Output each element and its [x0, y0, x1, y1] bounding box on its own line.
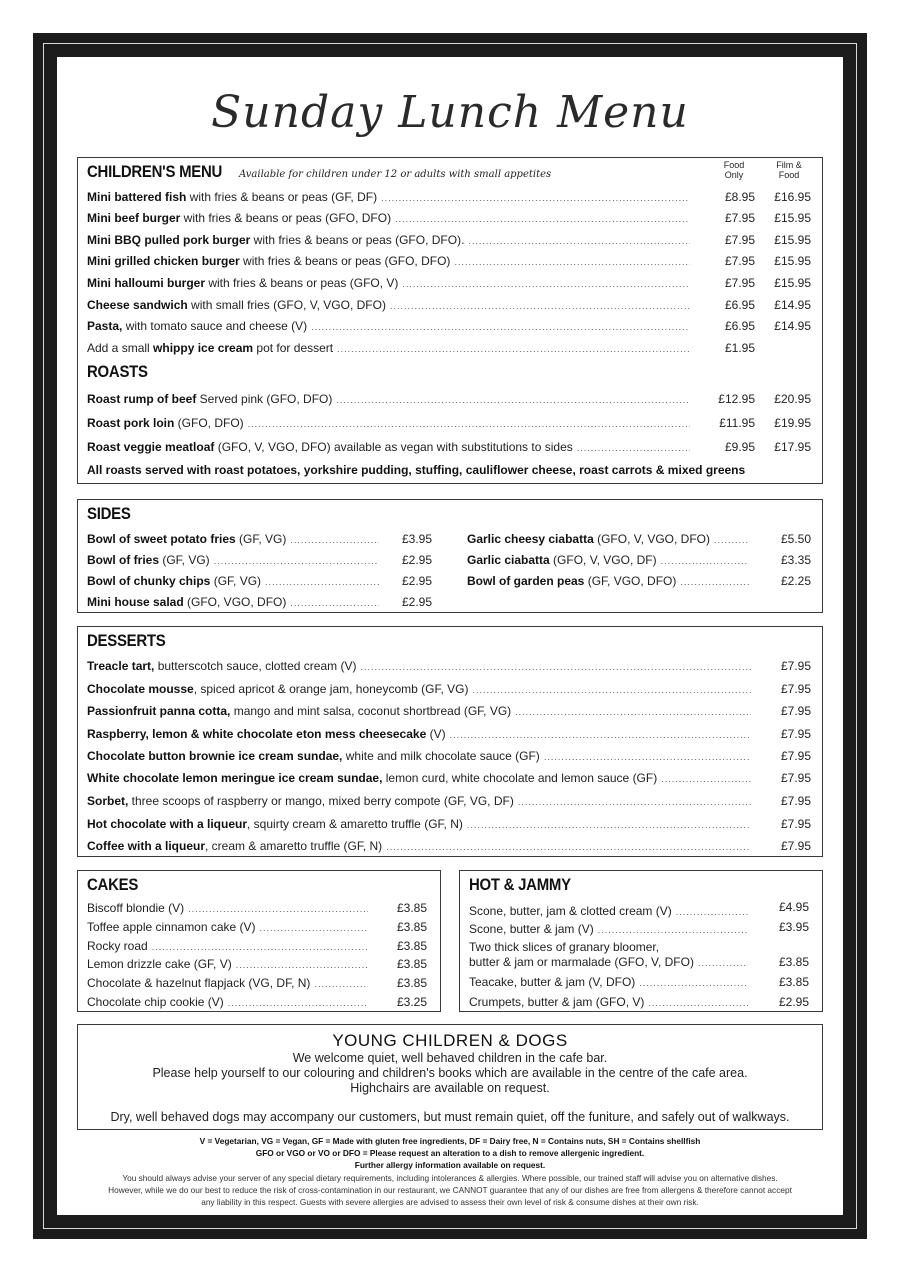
- roasts-header: [87, 362, 156, 382]
- item-price: £7.95: [780, 659, 811, 673]
- item-desc: with fries & beans or peas (GFO, DFO): [239, 254, 451, 268]
- price-food-only: £12.95: [718, 392, 755, 406]
- item-desc: mango and mint salsa, coconut shortbread (GF, VG): [230, 704, 512, 718]
- dessert-item: [87, 794, 755, 808]
- leader-dots: [661, 557, 749, 566]
- item-name: Mini beef burger: [87, 211, 181, 225]
- item-desc: (GFO, V, VGO, DFO) available as vegan with substitutions to sides: [214, 440, 573, 454]
- menu-item: [87, 416, 694, 430]
- item-desc: three scoops of raspberry or mango, mixed berry compote (GF, VG, DF): [128, 794, 514, 808]
- leader-dots: [265, 578, 379, 587]
- price-film-food: £19.95: [774, 416, 811, 430]
- leader-dots: [395, 215, 690, 224]
- price-film-food: £16.95: [774, 190, 811, 204]
- item-name: Coffee with a liqueur: [87, 839, 206, 853]
- item-price: £3.85: [396, 957, 427, 971]
- item-name: Toffee apple cinnamon cake (V): [87, 920, 256, 934]
- item-desc: (GFO, DFO): [174, 416, 244, 430]
- item-name: Scone, butter & jam (V): [469, 922, 594, 936]
- disclaimer-line: any liability in this respect. Guests with severe allergies are advised to assess their own level of risk & consume dishes at their own risk.: [201, 1197, 699, 1208]
- legend-line: Further allergy information available on request.: [354, 1160, 546, 1171]
- leader-dots: [648, 999, 748, 1008]
- item-desc: with small fries (GFO, V, VGO, DFO): [187, 298, 386, 312]
- item-price: £2.95: [401, 595, 432, 609]
- item-desc: , squirty cream & amaretto truffle (GF, N): [247, 817, 463, 831]
- menu-item: [87, 440, 694, 454]
- item-name: Bowl of sweet potato fries: [87, 532, 236, 546]
- leader-dots: [661, 775, 751, 784]
- item-name: whippy ice cream: [153, 341, 254, 355]
- leader-dots: [236, 961, 368, 970]
- item-name: Crumpets, butter & jam (GFO, V): [469, 995, 645, 1009]
- page-title: Sunday Lunch Menu: [211, 87, 689, 138]
- side-item: [87, 532, 383, 546]
- price-film-food: £17.95: [774, 440, 811, 454]
- item-name: Chocolate & hazelnut flapjack (VG, DF, N): [87, 976, 311, 990]
- hot-jammy-item: [469, 922, 752, 936]
- hot-jammy-item-line1: Two thick slices of granary bloomer,: [469, 940, 660, 954]
- item-price: £3.35: [780, 553, 811, 567]
- section-heading-sides: SIDES: [87, 504, 131, 523]
- item-desc: with fries & beans or peas (GFO, DFO).: [250, 233, 465, 247]
- item-price: £4.95: [778, 900, 809, 914]
- leader-dots: [337, 345, 690, 354]
- item-desc: with tomato sauce and cheese (V): [122, 319, 308, 333]
- hot-jammy-item: [469, 904, 752, 918]
- leader-dots: [698, 959, 748, 968]
- leader-dots: [228, 999, 368, 1008]
- leader-dots: [188, 905, 368, 914]
- item-desc: with fries & beans or peas (GF, DF): [186, 190, 378, 204]
- col-head-film-food-l2: Food: [778, 170, 800, 180]
- price-food-only: £11.95: [719, 416, 755, 430]
- item-name: Bowl of garden peas: [467, 574, 585, 588]
- leader-dots: [290, 536, 379, 545]
- col-head-film-food: [764, 160, 814, 180]
- item-price: £3.85: [396, 976, 427, 990]
- children-dogs-info: [77, 1024, 823, 1130]
- price-food-only: £7.95: [724, 211, 755, 225]
- item-desc: pot for dessert: [253, 341, 334, 355]
- price-film-food: £14.95: [774, 298, 811, 312]
- side-item: [87, 553, 383, 567]
- item-price: £3.25: [396, 995, 427, 1009]
- price-film-food: £15.95: [774, 276, 811, 290]
- item-name: Biscoff blondie (V): [87, 901, 185, 915]
- menu-item: [87, 392, 694, 406]
- price-film-food: £15.95: [774, 254, 811, 268]
- dessert-item: [87, 704, 755, 718]
- disclaimer-line: However, while we do our best to reduce the risk of cross-contamination in our restaurant, we CANNOT guarantee that any of our dishes are free from allergens & therefore cannot accept: [108, 1184, 792, 1195]
- info-line: Highchairs are available on request.: [350, 1081, 550, 1095]
- leader-dots: [386, 843, 751, 852]
- item-name: Bowl of chunky chips: [87, 574, 211, 588]
- item-desc: (GFO, VGO, DFO): [183, 595, 287, 609]
- item-desc: white and milk chocolate sauce (GF): [342, 749, 540, 763]
- item-name: Raspberry, lemon & white chocolate eton mess cheesecake: [87, 727, 427, 741]
- leader-dots: [402, 280, 690, 289]
- item-price: £3.95: [401, 532, 432, 546]
- item-desc: (GF, VGO, DFO): [584, 574, 677, 588]
- item-price: £7.95: [780, 704, 811, 718]
- section-heading-hot-jammy: HOT & JAMMY: [469, 875, 571, 894]
- price-food-only: £9.95: [724, 440, 755, 454]
- cake-item: [87, 995, 372, 1009]
- leader-dots: [450, 731, 751, 740]
- item-name: Roast pork loin: [87, 416, 175, 430]
- menu-item: [87, 211, 694, 225]
- item-price: £3.85: [778, 975, 809, 989]
- leader-dots: [676, 908, 748, 917]
- item-price: £7.95: [780, 727, 811, 741]
- item-name: Hot chocolate with a liqueur: [87, 817, 248, 831]
- leader-dots: [680, 578, 749, 587]
- price-film-food: £15.95: [774, 233, 811, 247]
- menu-page: [57, 57, 843, 1215]
- item-desc: Served pink (GFO, DFO): [196, 392, 333, 406]
- dessert-item: [87, 682, 755, 696]
- item-price: £2.95: [401, 574, 432, 588]
- item-name: Chocolate button brownie ice cream sundae,: [87, 749, 343, 763]
- price-food-only: £6.95: [724, 298, 755, 312]
- hot-jammy-header: [469, 875, 585, 895]
- menu-item: [87, 276, 694, 290]
- dessert-item: [87, 839, 755, 853]
- side-item: [87, 595, 383, 609]
- cakes-section: [77, 870, 441, 1012]
- item-name: Rocky road: [87, 939, 148, 953]
- item-name: Chocolate mousse: [87, 682, 194, 696]
- leader-dots: [598, 926, 748, 935]
- leader-dots: [714, 536, 749, 545]
- menu-item: [87, 319, 694, 333]
- item-name: Lemon drizzle cake (GF, V): [87, 957, 232, 971]
- leader-dots: [473, 686, 752, 695]
- dessert-item: [87, 771, 755, 785]
- leader-dots: [260, 924, 368, 933]
- disclaimer-line: You should always advise your server of any special dietary requirements, including intolerances & allergies. Where possible, our trained staff will advise you on alternative dishes.: [122, 1172, 778, 1183]
- item-desc: (GF, VG): [235, 532, 287, 546]
- col-head-food-only: [709, 160, 759, 180]
- section-heading-cakes: CAKES: [87, 875, 139, 894]
- price-film-food: £15.95: [774, 211, 811, 225]
- leader-dots: [639, 979, 748, 988]
- cake-item: [87, 939, 372, 953]
- sides-section: [77, 499, 823, 613]
- leader-dots: [336, 396, 690, 405]
- leader-dots: [311, 323, 690, 332]
- item-name: Passionfruit panna cotta,: [87, 704, 231, 718]
- item-price: £2.95: [778, 995, 809, 1009]
- item-desc: , cream & amaretto truffle (GF, N): [205, 839, 383, 853]
- item-desc: (GF, VG): [159, 553, 210, 567]
- item-price: £7.95: [780, 771, 811, 785]
- item-price: £3.95: [778, 920, 809, 934]
- leader-dots: [467, 821, 751, 830]
- side-item: [467, 553, 753, 567]
- price-film-food: £14.95: [774, 319, 811, 333]
- item-name: Mini grilled chicken burger: [87, 254, 240, 268]
- item-name: Cheese sandwich: [87, 298, 188, 312]
- price-food-only: £7.95: [724, 254, 755, 268]
- item-price: £5.50: [780, 532, 811, 546]
- info-line: We welcome quiet, well behaved children in the cafe bar.: [292, 1051, 608, 1065]
- leader-dots: [381, 194, 690, 203]
- dessert-item: [87, 727, 755, 741]
- cake-item: [87, 976, 372, 990]
- item-name: Chocolate chip cookie (V): [87, 995, 224, 1009]
- item-name: Mini BBQ pulled pork burger: [87, 233, 251, 247]
- allergy-legend: [57, 1135, 843, 1208]
- price-food-only: £6.95: [724, 319, 755, 333]
- item-name: Mini house salad: [87, 595, 184, 609]
- item-desc: , spiced apricot & orange jam, honeycomb (GF, VG): [193, 682, 469, 696]
- hot-jammy-item: [469, 995, 752, 1009]
- legend-line: GFO or VGO or VO or DFO = Please request an alteration to a dish to remove allergenic ingredient.: [255, 1148, 645, 1159]
- dessert-item: [87, 659, 755, 673]
- col-head-food-only-l2: Only: [724, 170, 744, 180]
- hot-jammy-section: [459, 870, 823, 1012]
- item-name: Mini battered fish: [87, 190, 187, 204]
- item-price: £2.95: [401, 553, 432, 567]
- menu-item: [87, 190, 694, 204]
- info-heading: YOUNG CHILDREN & DOGS: [332, 1031, 568, 1050]
- price-film-food: £20.95: [774, 392, 811, 406]
- dessert-item: [87, 749, 755, 763]
- side-item: [467, 574, 753, 588]
- childrens-header: [87, 162, 551, 182]
- item-price: £3.85: [778, 955, 809, 969]
- col-head-food-only-l1: Food: [723, 160, 745, 170]
- item-desc: (V): [426, 727, 446, 741]
- leader-dots: [468, 237, 690, 246]
- hot-jammy-item: [469, 955, 752, 969]
- menu-item: [87, 233, 694, 247]
- menu-item: [87, 341, 694, 355]
- item-desc: lemon curd, white chocolate and lemon sauce (GF): [382, 771, 658, 785]
- leader-dots: [577, 444, 690, 453]
- cakes-header: [87, 875, 145, 895]
- dessert-item: [87, 817, 755, 831]
- leader-dots: [544, 753, 751, 762]
- childrens-roasts-section: [77, 157, 823, 484]
- leader-dots: [454, 258, 690, 267]
- menu-item: [87, 254, 694, 268]
- info-line: Please help yourself to our colouring and children's books which are available in the centre of the cafe area.: [152, 1066, 748, 1080]
- leader-dots: [214, 557, 379, 566]
- item-desc: (GFO, V, VGO, DF): [549, 553, 657, 567]
- leader-dots: [290, 599, 379, 608]
- item-desc: butterscotch sauce, clotted cream (V): [154, 659, 357, 673]
- menu-item: [87, 298, 694, 312]
- item-price: £7.95: [780, 839, 811, 853]
- price-food-only: £7.95: [724, 233, 755, 247]
- item-name: Treacle tart,: [87, 659, 155, 673]
- desserts-section: [77, 626, 823, 857]
- item-name: Scone, butter, jam & clotted cream (V): [469, 904, 672, 918]
- item-price: £3.85: [396, 920, 427, 934]
- item-price: £3.85: [396, 901, 427, 915]
- item-desc: (GFO, V, VGO, DFO): [593, 532, 710, 546]
- item-price: £7.95: [780, 682, 811, 696]
- item-prefix: Add a small: [87, 341, 154, 355]
- side-item: [87, 574, 383, 588]
- item-desc: with fries & beans or peas (GFO, V): [205, 276, 399, 290]
- childrens-subheading: Available for children under 12 or adults with small appetites: [238, 169, 552, 180]
- item-price: £7.95: [780, 817, 811, 831]
- item-price: £2.25: [780, 574, 811, 588]
- item-name: Roast veggie meatloaf: [87, 440, 215, 454]
- hot-jammy-item: [469, 975, 752, 989]
- leader-dots: [515, 708, 751, 717]
- col-head-film-food-l1: Film &: [776, 160, 802, 170]
- item-desc: with fries & beans or peas (GFO, DFO): [180, 211, 392, 225]
- section-heading-desserts: DESSERTS: [87, 631, 166, 650]
- side-item: [467, 532, 753, 546]
- leader-dots: [390, 302, 690, 311]
- leader-dots: [360, 663, 751, 672]
- roasts-note: All roasts served with roast potatoes, yorkshire pudding, stuffing, cauliflower cheese, roast carrots & mixed greens: [87, 463, 746, 477]
- leader-dots: [152, 943, 368, 952]
- legend-line: V = Vegetarian, VG = Vegan, GF = Made with gluten free ingredients, DF = Dairy free, N = Contains nuts, SH = Contains shellfish: [199, 1136, 701, 1146]
- sides-header: [87, 504, 137, 524]
- item-name: Garlic ciabatta: [467, 553, 550, 567]
- item-name: Bowl of fries: [87, 553, 160, 567]
- leader-dots: [314, 980, 368, 989]
- item-price: £7.95: [780, 794, 811, 808]
- section-heading-childrens: CHILDREN'S MENU: [87, 162, 223, 181]
- item-name: Mini halloumi burger: [87, 276, 206, 290]
- cake-item: [87, 920, 372, 934]
- item-name: Garlic cheesy ciabatta: [467, 532, 594, 546]
- item-name: Pasta,: [87, 319, 123, 333]
- leader-dots: [248, 420, 690, 429]
- item-price: £7.95: [780, 749, 811, 763]
- item-name: Teacake, butter & jam (V, DFO): [469, 975, 636, 989]
- item-name: butter & jam or marmalade (GFO, V, DFO): [469, 955, 694, 969]
- info-line: Dry, well behaved dogs may accompany our customers, but must remain quiet, off the funiture, and safely out of walkways.: [110, 1110, 790, 1124]
- item-price: £3.85: [396, 939, 427, 953]
- item-name: Sorbet,: [87, 794, 129, 808]
- desserts-header: [87, 631, 176, 651]
- price-food-only: £7.95: [724, 276, 755, 290]
- item-name: White chocolate lemon meringue ice cream sundae,: [87, 771, 383, 785]
- cake-item: [87, 957, 372, 971]
- price-food-only: £8.95: [724, 190, 755, 204]
- section-heading-roasts: ROASTS: [87, 362, 148, 381]
- item-desc: (GF, VG): [210, 574, 262, 588]
- cake-item: [87, 901, 372, 915]
- item-name: Roast rump of beef: [87, 392, 197, 406]
- leader-dots: [518, 798, 751, 807]
- price-food-only: £1.95: [724, 341, 755, 355]
